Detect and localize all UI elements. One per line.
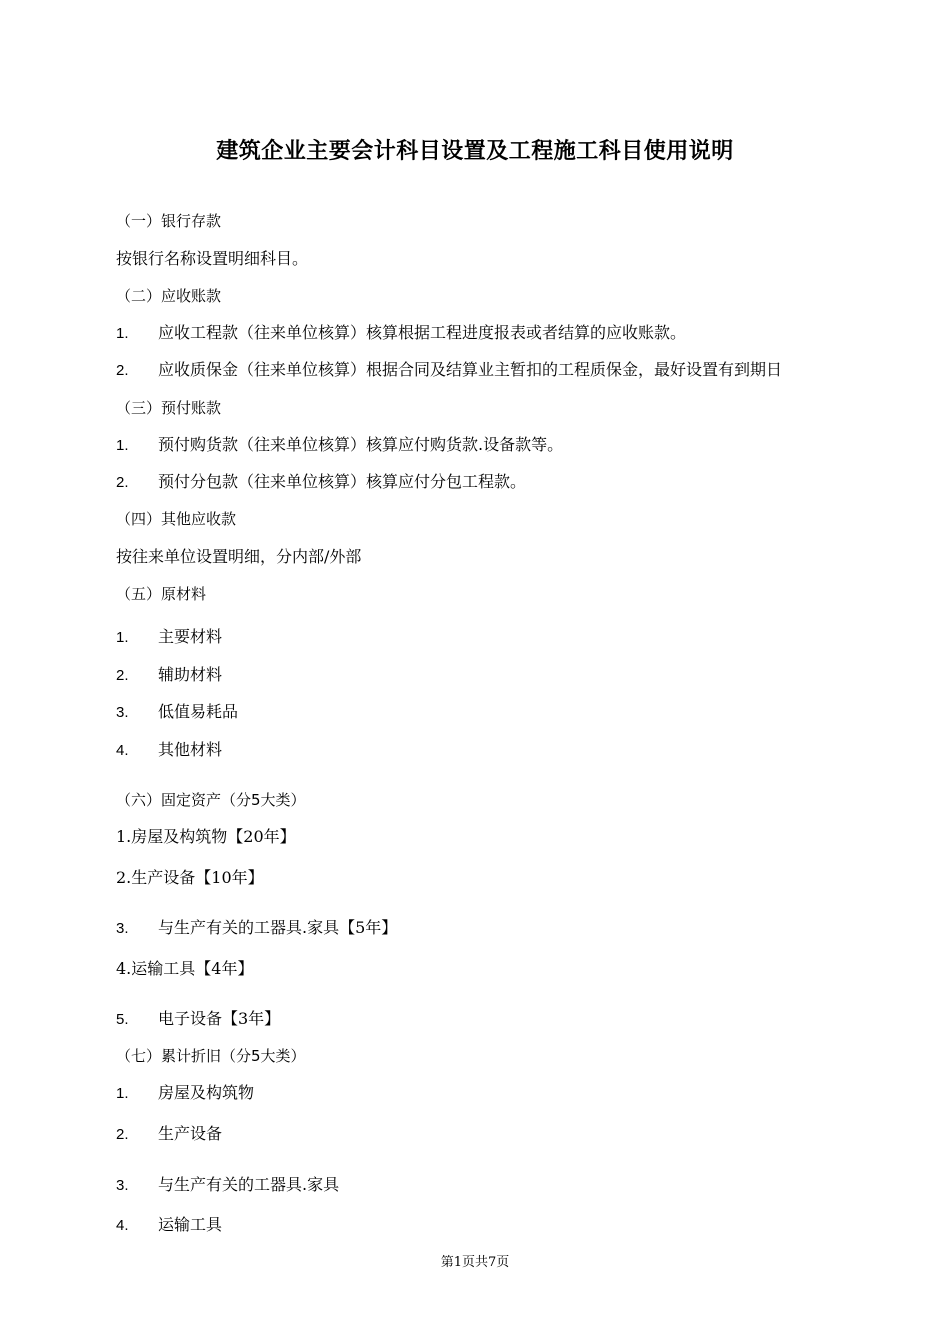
list-item bbox=[116, 471, 526, 494]
list-item bbox=[116, 1214, 222, 1237]
list-text: 辅助材料 bbox=[158, 665, 223, 684]
section-heading-7: （七）累计折旧（分5大类） bbox=[116, 1047, 306, 1065]
list-number: 5. bbox=[116, 1011, 129, 1028]
list-text: 应收工程款（往来单位核算）核算根据工程进度报表或者结算的应收账款。 bbox=[158, 323, 687, 342]
list-number: 3. bbox=[116, 704, 129, 721]
list-text: 预付分包款（往来单位核算）核算应付分包工程款。 bbox=[158, 472, 527, 491]
list-text: 预付购货款（往来单位核算）核算应付购货款.设备款等。 bbox=[158, 435, 564, 454]
list-number: 1. bbox=[116, 437, 129, 454]
section-heading-4: （四）其他应收款 bbox=[116, 510, 237, 528]
list-item bbox=[116, 1008, 280, 1031]
list-text: 其他材料 bbox=[158, 740, 223, 759]
list-number: 4. bbox=[116, 1217, 129, 1234]
list-item bbox=[116, 322, 686, 345]
list-number: 3. bbox=[116, 920, 129, 937]
list-number: 2. bbox=[116, 667, 129, 684]
list-item: 4.运输工具【4年】 bbox=[116, 959, 254, 978]
list-item: 2.生产设备【10年】 bbox=[116, 868, 264, 887]
list-item bbox=[116, 739, 222, 762]
list-text: 房屋及构筑物 bbox=[158, 1083, 255, 1102]
list-item bbox=[116, 1174, 339, 1197]
list-number: 1. bbox=[116, 1085, 129, 1102]
list-number: 4. bbox=[116, 742, 129, 759]
list-text: 生产设备 bbox=[158, 1124, 223, 1143]
list-number: 3. bbox=[116, 1177, 129, 1194]
list-item bbox=[116, 701, 238, 724]
section-heading-1: （一）银行存款 bbox=[116, 212, 222, 230]
section-text-1: 按银行名称设置明细科目。 bbox=[116, 249, 309, 268]
list-number: 2. bbox=[116, 1126, 129, 1143]
section-heading-6: （六）固定资产（分5大类） bbox=[116, 791, 306, 809]
list-item bbox=[116, 1082, 254, 1105]
list-number: 1. bbox=[116, 629, 129, 646]
list-text: 与生产有关的工器具.家具 bbox=[158, 1175, 340, 1194]
section-heading-3: （三）预付账款 bbox=[116, 399, 222, 417]
section-text-4: 按往来单位设置明细，分内部/外部 bbox=[116, 547, 362, 566]
list-item bbox=[116, 664, 222, 687]
page-footer: 第1页共7页 bbox=[440, 1255, 510, 1270]
list-item bbox=[116, 359, 782, 382]
list-item: 1.房屋及构筑物【20年】 bbox=[116, 827, 296, 846]
list-number: 1. bbox=[116, 325, 129, 342]
list-text: 主要材料 bbox=[158, 627, 223, 646]
list-item bbox=[116, 1123, 222, 1146]
list-text: 与生产有关的工器具.家具【5年】 bbox=[158, 918, 398, 937]
document-title: 建筑企业主要会计科目设置及工程施工科目使用说明 bbox=[216, 139, 734, 164]
list-text: 运输工具 bbox=[158, 1215, 223, 1234]
list-number: 2. bbox=[116, 474, 129, 491]
list-text: 应收质保金（往来单位核算）根据合同及结算业主暂扣的工程质保金，最好设置有到期日 bbox=[158, 360, 783, 379]
list-text: 低值易耗品 bbox=[158, 702, 239, 721]
list-text: 电子设备【3年】 bbox=[158, 1009, 281, 1028]
section-heading-2: （二）应收账款 bbox=[116, 287, 222, 305]
list-number: 2. bbox=[116, 362, 129, 379]
section-heading-5: （五）原材料 bbox=[116, 585, 207, 603]
list-item bbox=[116, 626, 222, 649]
list-item bbox=[116, 434, 563, 457]
list-item bbox=[116, 917, 397, 940]
